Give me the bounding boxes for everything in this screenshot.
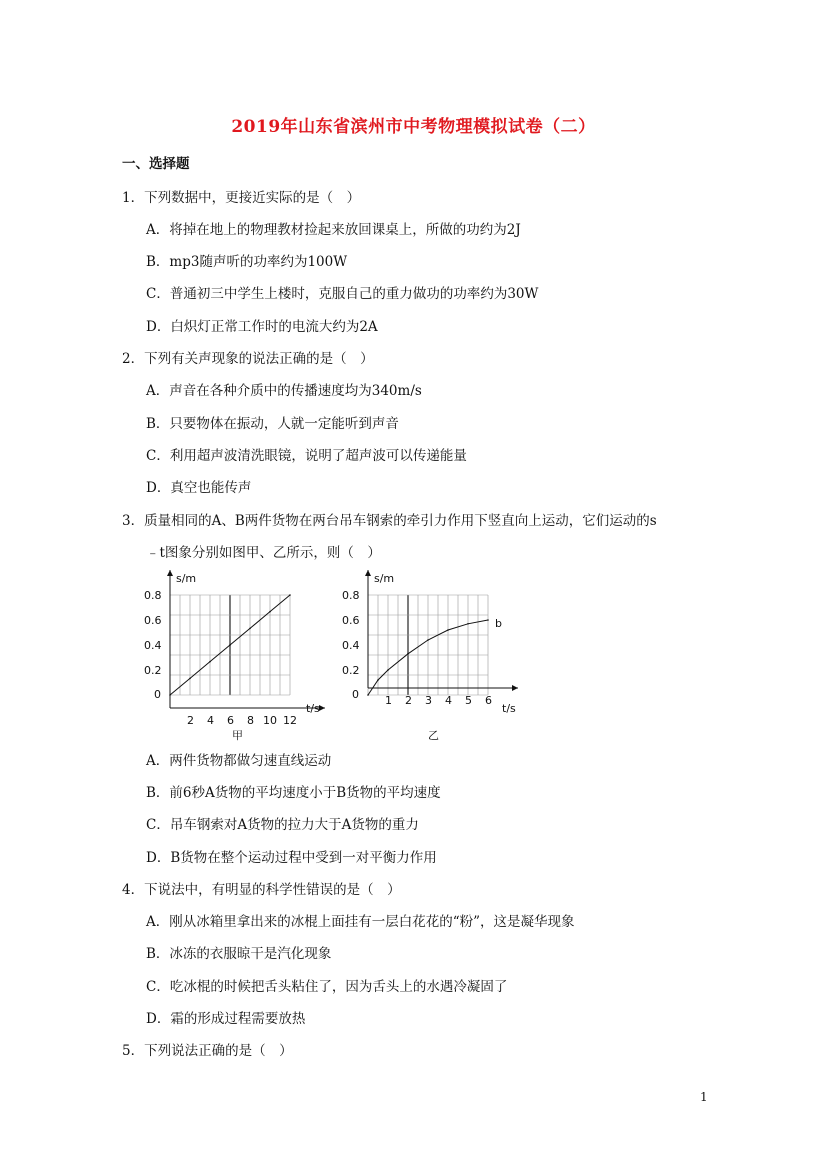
chart-yi-grid (368, 595, 488, 695)
jia-data-point (209, 661, 211, 663)
jia-data-point (229, 644, 231, 646)
yi-data-point (467, 623, 469, 625)
jia-x-tick-label: 12 (283, 714, 297, 727)
jia-x-tick-label: 10 (263, 714, 277, 727)
yi-y-tick-label: 0.2 (342, 664, 360, 677)
page-number: 1 (700, 1090, 708, 1104)
chart-yi-ylabel: s/m (374, 572, 395, 585)
question-3-stem: 3．质量相同的A、B两件货物在两台吊车钢索的牵引力作用下竖直向上运动，它们运动的s (122, 513, 657, 529)
yi-data-point (487, 619, 489, 621)
question-4-option-b: B．冰冻的衣服晾干是汽化现象 (146, 946, 332, 962)
yi-x-tick-label: 3 (425, 694, 432, 707)
yi-data-point (447, 629, 449, 631)
jia-data-point (269, 611, 271, 613)
yi-data-point (427, 639, 429, 641)
yi-y-tick-label: 0.6 (342, 614, 360, 627)
chart-yi-origin: 0 (352, 688, 359, 701)
chart-jia-caption: 甲 (232, 729, 243, 742)
question-4-option-c: C．吃冰棍的时候把舌头粘住了，因为舌头上的水遇冷凝固了 (146, 979, 508, 995)
yi-x-tick-label: 1 (385, 694, 392, 707)
question-1-option-c: C．普通初三中学生上楼时，克服自己的重力做功的功率约为30W (146, 286, 539, 302)
question-1-option-d: D．白炽灯正常工作时的电流大约为2A (146, 319, 378, 335)
chart-jia-origin: 0 (154, 688, 161, 701)
jia-x-tick-label: 2 (187, 714, 194, 727)
jia-x-tick-label: 8 (247, 714, 254, 727)
chart-jia-xlabel: t/s (306, 702, 320, 715)
question-2-option-d: D．真空也能传声 (146, 480, 252, 496)
yi-x-tick-label: 2 (405, 694, 412, 707)
yi-x-tick-label: 6 (485, 694, 492, 707)
question-1-stem: 1．下列数据中，更接近实际的是（ ） (122, 190, 361, 206)
yi-y-tick-label: 0.8 (342, 589, 360, 602)
yi-data-point (407, 653, 409, 655)
question-3-stem-continued: ﹣t图象分别如图甲、乙所示，则（ ） (146, 545, 381, 561)
chart-yi (340, 565, 540, 745)
jia-data-point (169, 694, 171, 696)
question-2-option-b: B．只要物体在振动，人就一定能听到声音 (146, 416, 399, 432)
question-3-option-a: A．两件货物都做匀速直线运动 (146, 753, 332, 769)
question-3-option-c: C．吊车钢索对A货物的拉力大于A货物的重力 (146, 817, 419, 833)
jia-y-tick-label: 0.2 (144, 664, 162, 677)
question-3-option-d: D．B货物在整个运动过程中受到一对平衡力作用 (146, 850, 437, 866)
question-1-option-a: A．将掉在地上的物理教材捡起来放回课桌上，所做的功约为2J (146, 222, 521, 238)
yi-data-point (367, 694, 369, 696)
yi-x-tick-label: 4 (445, 694, 452, 707)
chart-yi-series-label: b (495, 617, 502, 630)
chart-jia-ylabel: s/m (176, 572, 197, 585)
jia-data-point (189, 678, 191, 680)
question-4-option-a: A．刚从冰箱里拿出来的冰棍上面挂有一层白花花的“粉”，这是凝华现象 (146, 914, 575, 930)
question-1-option-b: B．mp3随声听的功率约为100W (146, 254, 348, 270)
chart-yi-xlabel: t/s (502, 702, 516, 715)
jia-x-tick-label: 6 (227, 714, 234, 727)
yi-x-tick-label: 5 (465, 694, 472, 707)
jia-y-tick-label: 0.6 (144, 614, 162, 627)
chart-yi-caption: 乙 (428, 729, 439, 742)
jia-data-point (249, 628, 251, 630)
chart-jia (140, 565, 340, 745)
chart-jia-axes (167, 570, 325, 711)
exam-title: 2019年山东省滨州市中考物理模拟试卷（二） (231, 117, 596, 137)
jia-y-tick-label: 0.8 (144, 589, 162, 602)
yi-data-point (387, 669, 389, 671)
question-4-stem: 4．下说法中，有明显的科学性错误的是（ ） (122, 882, 401, 898)
yi-data-point (377, 679, 379, 681)
jia-data-point (289, 594, 291, 596)
question-2-option-c: C．利用超声波清洗眼镜，说明了超声波可以传递能量 (146, 448, 467, 464)
question-3-option-b: B．前6秒A货物的平均速度小于B货物的平均速度 (146, 785, 441, 801)
question-5-stem: 5．下列说法正确的是（ ） (122, 1043, 293, 1059)
yi-y-tick-label: 0.4 (342, 639, 360, 652)
jia-y-tick-label: 0.4 (144, 639, 162, 652)
question-2-stem: 2．下列有关声现象的说法正确的是（ ） (122, 351, 374, 367)
jia-x-tick-label: 4 (207, 714, 214, 727)
section-heading: 一、选择题 (122, 156, 190, 172)
question-2-option-a: A．声音在各种介质中的传播速度均为340m/s (146, 383, 422, 399)
question-4-option-d: D．霜的形成过程需要放热 (146, 1011, 306, 1027)
